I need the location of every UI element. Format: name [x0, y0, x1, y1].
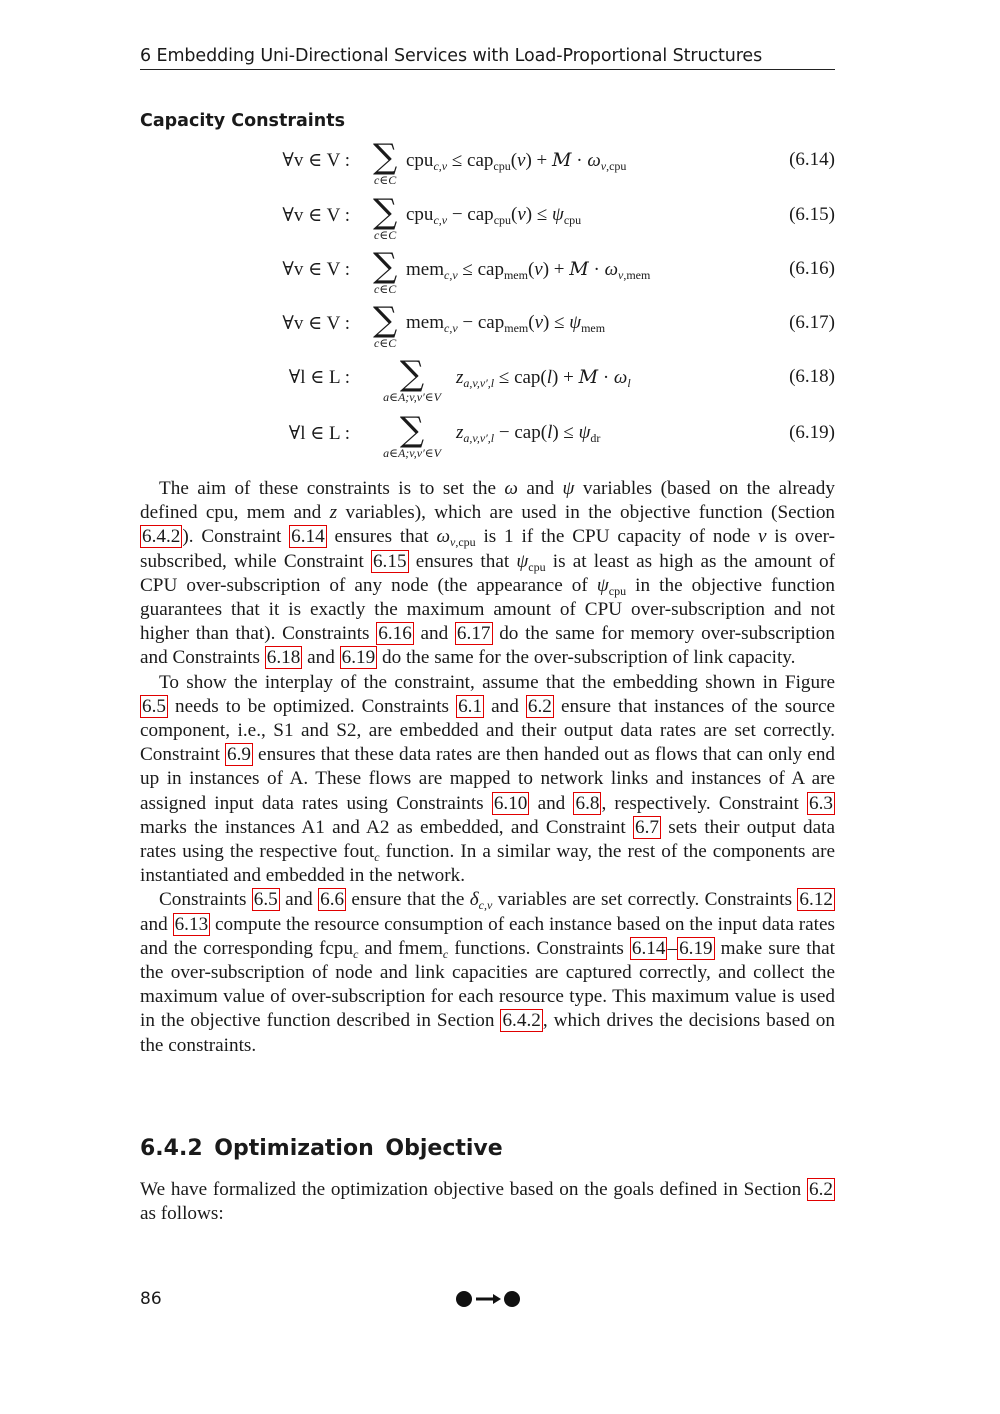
equation-number: (6.18)	[789, 366, 835, 387]
equation-quantifier: ∀v ∈ V :	[282, 259, 350, 280]
equation-6-19	[140, 410, 835, 468]
cross-reference-link[interactable]: 6.19	[341, 647, 376, 669]
summation-symbol: ∑ a∈A;v,v′∈V	[372, 358, 452, 404]
cross-reference-link[interactable]: 6.13	[174, 913, 209, 935]
cross-reference-link[interactable]: 6.5	[253, 889, 278, 911]
flow-logo-icon	[455, 1289, 521, 1313]
equation-6-18	[140, 354, 835, 412]
cross-reference-link[interactable]: 6.16	[378, 623, 412, 645]
equation-number: (6.15)	[789, 204, 835, 225]
equation-6-14	[140, 137, 835, 195]
cross-reference-link[interactable]: 6.12	[799, 889, 833, 911]
paragraph: We have formalized the optimization objective based on the goals defined in Section 6.2 as follows:	[140, 1179, 833, 1225]
summation-symbol: ∑ c∈C	[373, 246, 398, 296]
summation-index: c∈C	[374, 336, 397, 350]
cross-reference-link[interactable]: 6.14	[631, 937, 666, 959]
cross-reference-link[interactable]: 6.5	[142, 695, 166, 717]
equation-number: (6.14)	[789, 149, 835, 170]
cross-reference-link[interactable]: 6.10	[493, 792, 528, 814]
cross-reference-link[interactable]: 6.14	[291, 526, 325, 548]
cross-reference-link[interactable]: 6.3	[809, 792, 833, 814]
equation-quantifier: ∀l ∈ L :	[288, 423, 350, 444]
cross-reference-link[interactable]: 6.8	[575, 792, 600, 814]
equation-quantifier: ∀v ∈ V :	[282, 205, 350, 226]
summation-symbol: ∑ c∈C	[373, 192, 398, 242]
summation-symbol: ∑ c∈C	[373, 300, 398, 350]
equation-body: $mem_{c,v} - cap_{mem}(v) \le \psi_{mem}$	[406, 312, 606, 335]
paragraph: The aim of these constraints is to set the ω and ψ variables (based on the already defined cpu, mem and z variables), which are used in the objective function (Section 6.4.2 ). Constraint 6.14 ensures that $\omega_{v,cpu}$ is 1 if the CPU capacity of node v is over-subscribed, while Constraint 6.15 ensures that $\psi_{cpu}$ is at least as high as the amount of CPU over-subscription of any node (the appearance of $\psi_{cpu}$ in the objective function guarantees that it is exactly the maximum amount of CPU over-subscription and not higher than that). Constraints 6.16 and 6.17 do the same for memory over-subscription and Constraints 6.18 and 6.19 do the same for the over-subscription of link capacity.	[140, 478, 836, 669]
equation-body: $cpu_{c,v} \le cap_{cpu}(v) + M \cdot \omega_{v,cpu}$	[406, 149, 627, 173]
equation-quantifier: ∀v ∈ V :	[282, 150, 350, 171]
paragraph-heading: Capacity Constraints	[140, 111, 346, 131]
summation-index: c∈C	[374, 282, 397, 296]
cross-reference-link[interactable]: 6.7	[635, 816, 660, 838]
summation-index: a∈A;v,v′∈V	[383, 446, 441, 460]
cross-reference-link[interactable]: 6.18	[266, 647, 301, 669]
cross-reference-link[interactable]: 6.6	[320, 889, 345, 911]
page-number: 86	[140, 1289, 162, 1309]
equation-number: (6.19)	[789, 422, 835, 443]
summation-index: c∈C	[374, 228, 397, 242]
equation-body: $z_{a,v,v',l} \le cap(l) + M \cdot \omega_l$	[456, 366, 631, 390]
equation-6-17	[140, 300, 835, 358]
equation-number: (6.17)	[789, 312, 835, 333]
cross-reference-link[interactable]: 6.4.2	[502, 1010, 541, 1032]
equation-quantifier: ∀l ∈ L :	[288, 367, 350, 388]
equation-body: $mem_{c,v} \le cap_{mem}(v) + M \cdot \omega_{v,mem}$	[406, 258, 651, 282]
cross-reference-link[interactable]: 6.2	[527, 695, 552, 717]
body-text	[140, 1178, 835, 1226]
cross-reference-link[interactable]: 6.9	[227, 744, 251, 766]
paragraph: Constraints 6.5 and 6.6 ensure that the $\delta_{c,v}$ variables are set correctly. Constraints 6.12 and 6.13 compute the resource consumption of each instance based on the input data rates and the corresponding fcpu$_c$ and fmem$_c$ functions. Constraints 6.14 – 6.19 make sure that the over-subscription of node and link capacities are captured correctly, and collect the maximum value of over-subscription for each resource type. This maximum value is used in the objective function described in Section 6.4.2 , which drives the decisions based on the constraints.	[140, 889, 835, 1056]
equation-body: $cpu_{c,v} - cap_{cpu}(v) \le \psi_{cpu}$	[406, 204, 582, 227]
running-header: 6 Embedding Uni-Directional Services with Load-Proportional Structures	[140, 46, 835, 70]
equation-6-15	[140, 192, 835, 250]
section-heading: 6.4.2 Optimization Objective	[140, 1136, 503, 1161]
equation-number: (6.16)	[789, 258, 835, 279]
equation-quantifier: ∀v ∈ V :	[282, 313, 350, 334]
equation-6-16	[140, 246, 835, 304]
summation-symbol: ∑ c∈C	[373, 137, 398, 187]
summation-symbol: ∑ a∈A;v,v′∈V	[372, 414, 452, 460]
summation-index: c∈C	[374, 173, 397, 187]
cross-reference-link[interactable]: 6.17	[456, 623, 491, 645]
cross-reference-link[interactable]: 6.4.2	[142, 526, 181, 548]
equation-body: $z_{a,v,v',l} - cap(l) \le \psi_{dr}$	[456, 422, 601, 445]
summation-index: a∈A;v,v′∈V	[383, 390, 441, 404]
cross-reference-link[interactable]: 6.1	[458, 695, 483, 717]
body-text	[140, 477, 835, 1058]
paragraph: To show the interplay of the constraint, assume that the embedding shown in Figure 6.5 needs to be optimized. Constraints 6.1 and 6.2 ensure that instances of the source component, i.e., S1 and S2, are embedded and their output data rates are set correctly. Constraint 6.9 ensures that these data rates are then handed out as flows that can only end up in instances of A. These flows are mapped to network links and instances of A are assigned input data rates using Constraints 6.10 and 6.8 , respectively. Constraint 6.3 marks the instances A1 and A2 as embedded, and Constraint 6.7 sets their output data rates using the respective fout$_c$ function. In a similar way, the rest of the components are instantiated and embedded in the network.	[140, 671, 836, 887]
cross-reference-link[interactable]: 6.2	[809, 1179, 833, 1200]
cross-reference-link[interactable]: 6.19	[679, 937, 713, 959]
cross-reference-link[interactable]: 6.15	[372, 550, 407, 572]
